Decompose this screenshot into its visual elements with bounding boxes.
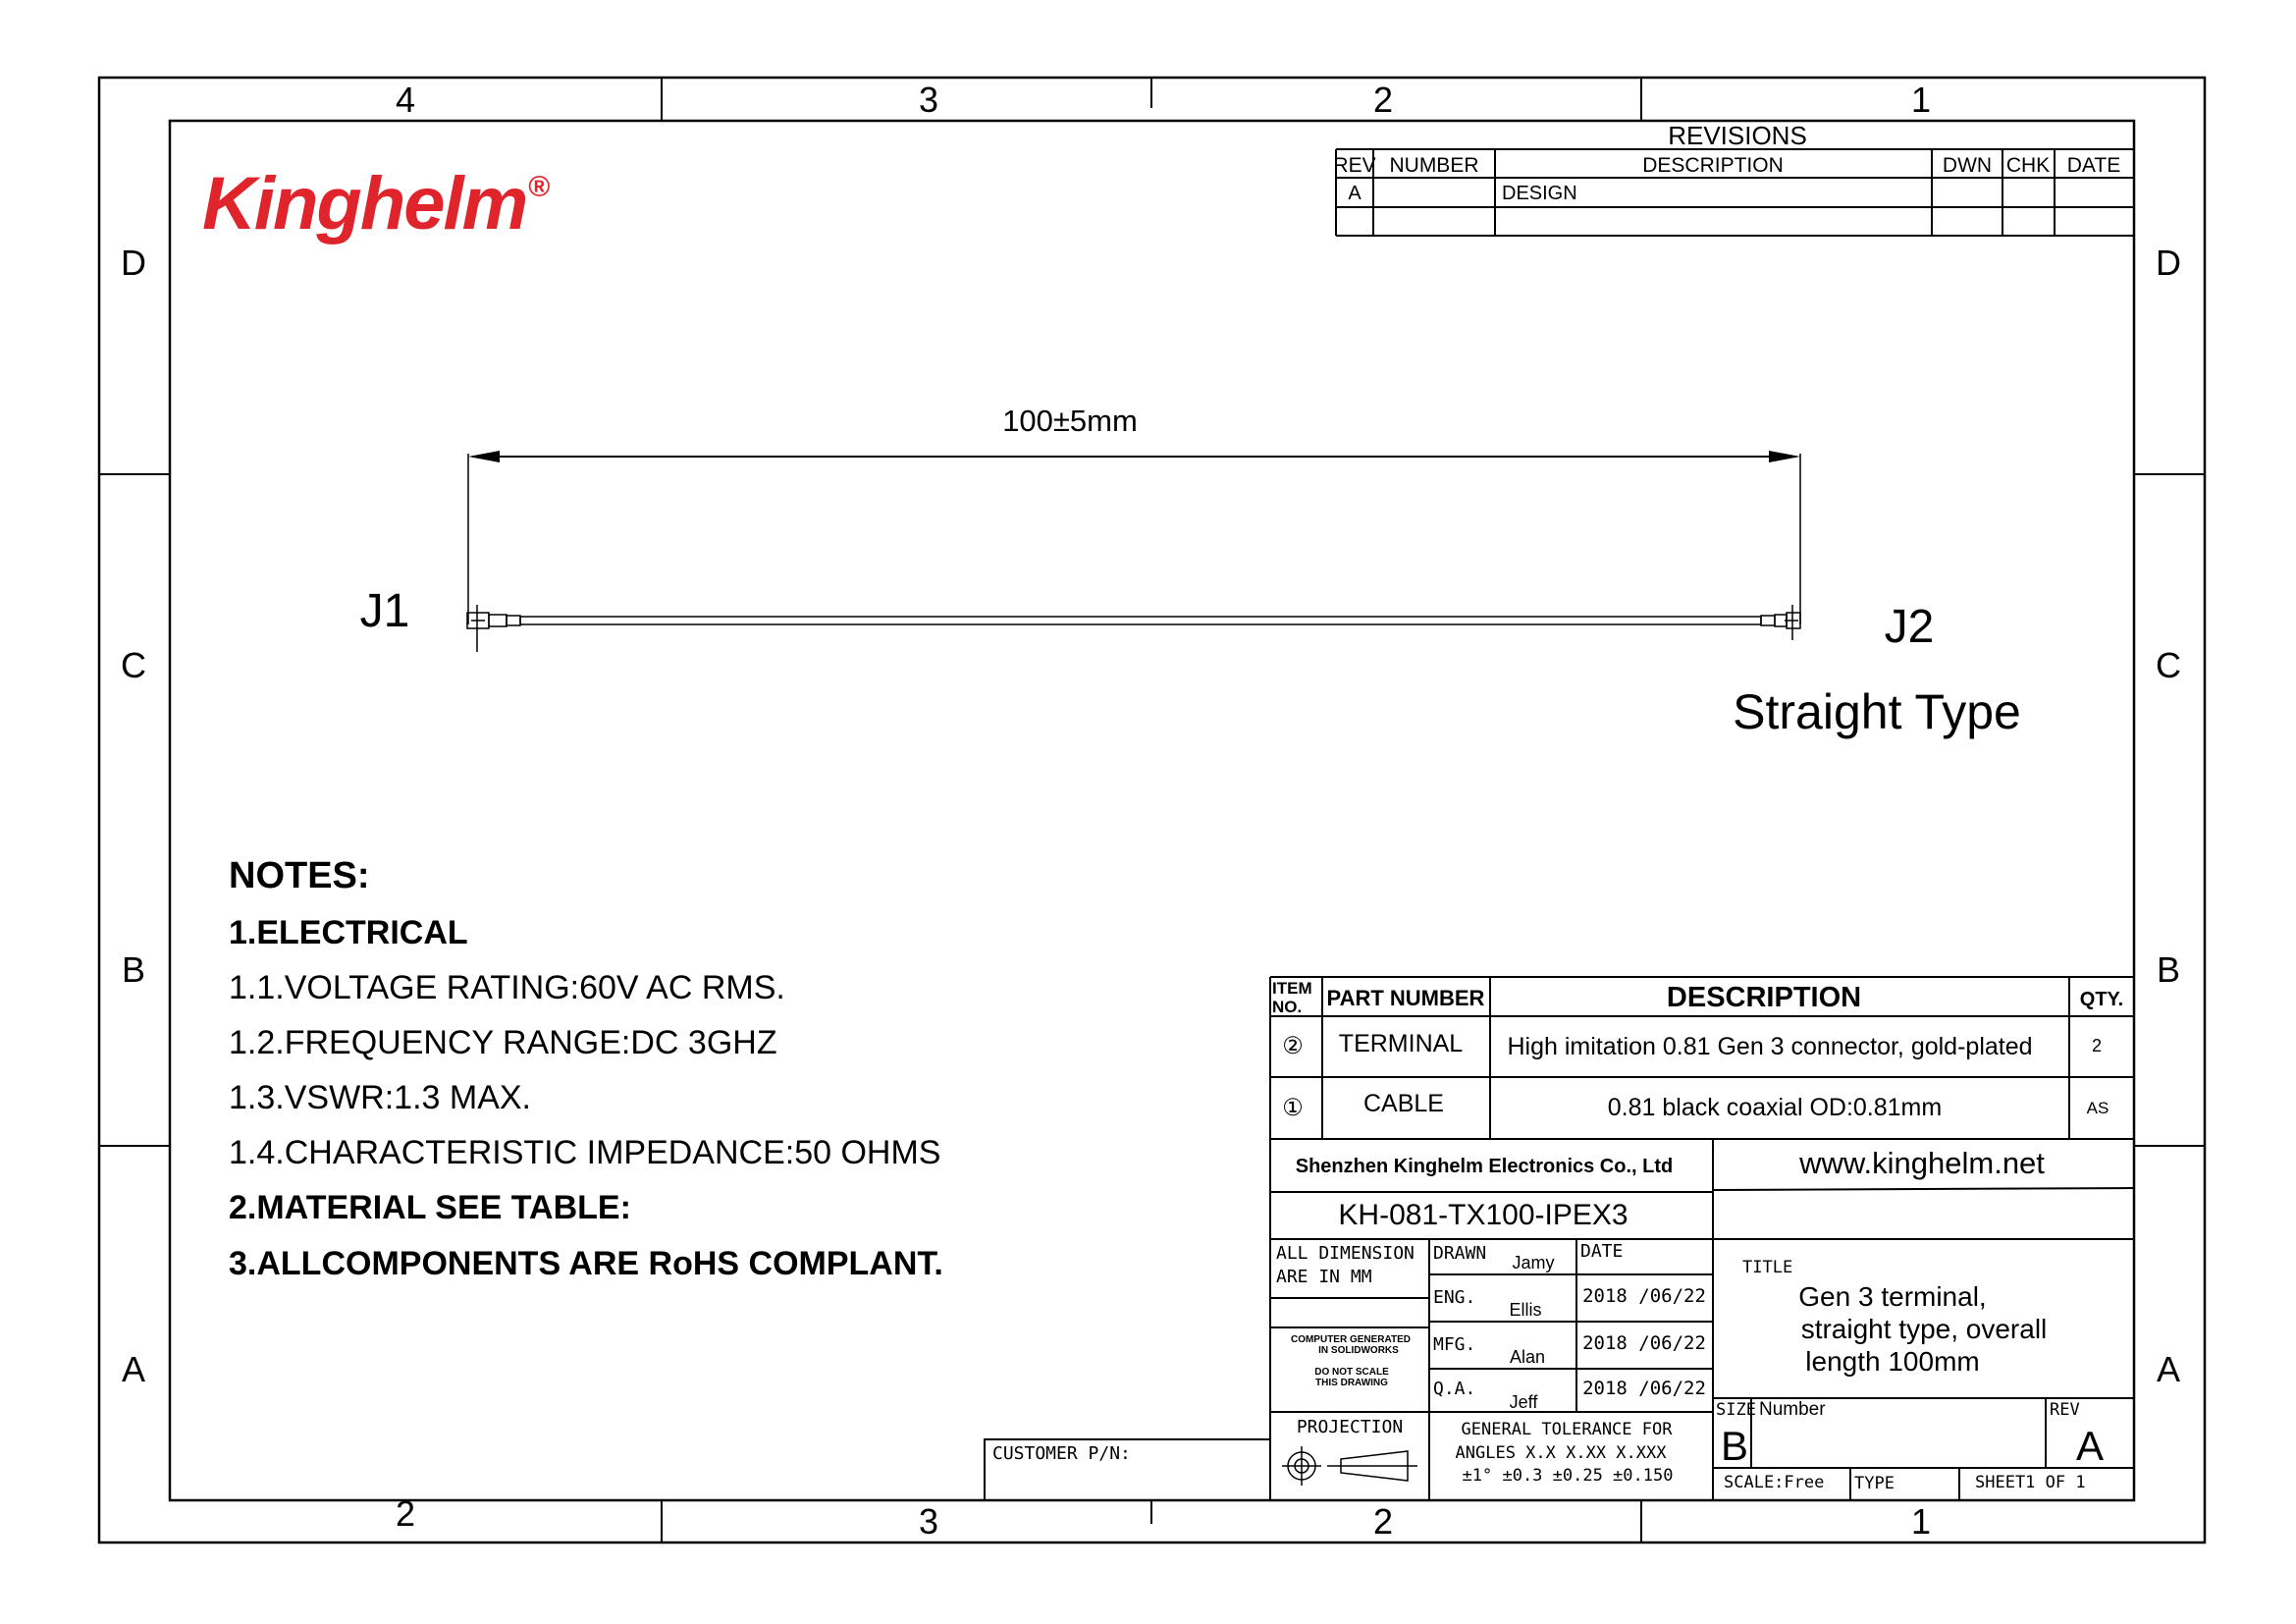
number-label: Number [1759,1399,1826,1420]
bom-row2-part: CABLE [1363,1090,1444,1117]
rev-row-rev: A [1348,183,1362,204]
j2-label: J2 [1884,601,1935,653]
brand-name: Kinghelm [202,162,527,245]
size-value: B [1720,1423,1749,1469]
tolerance-line-2: ANGLES X.X X.XX X.XXX [1455,1443,1667,1463]
zone-row-c-left: C [121,645,146,685]
in-solidworks: IN SOLIDWORKS [1318,1345,1399,1356]
registered-mark: ® [528,171,549,203]
all-dimension: ALL DIMENSION [1276,1243,1415,1264]
computer-generated: COMPUTER GENERATED [1290,1334,1412,1345]
do-not-scale: DO NOT SCALE [1314,1367,1389,1378]
this-drawing: THIS DRAWING [1315,1378,1388,1388]
website: www.kinghelm.net [1799,1146,2045,1180]
rev-header-dwn: DWN [1942,154,1993,177]
note-line-2: 1.1.VOLTAGE RATING:60V AC RMS. [229,969,785,1006]
customer-pn-box [985,1439,1270,1500]
rev-header-date: DATE [2066,154,2121,177]
zone-bcol-2: 3 [918,1501,939,1542]
signoff-eng-role: ENG. [1433,1287,1476,1308]
zone-bcol-1: 2 [395,1493,416,1534]
revisions-table [1333,121,2134,236]
signoff-qa-date: 2018 /06/22 [1582,1378,1706,1399]
notes-heading: NOTES: [229,855,370,896]
size-label: SIZE [1716,1400,1756,1420]
zone-row-b-right: B [2156,949,2181,990]
bom-row2-item: ① [1282,1095,1304,1121]
customer-pn-label: CUSTOMER P/N: [992,1443,1131,1464]
connector-j1 [467,605,520,652]
rev-row-description: DESIGN [1502,183,1577,204]
bom-row2-desc: 0.81 black coaxial OD:0.81mm [1607,1094,1943,1121]
rev-header-description: DESCRIPTION [1642,154,1784,177]
cable-body [520,617,1761,624]
signoff-eng-name: Ellis [1509,1300,1542,1320]
signoff-eng-date: 2018 /06/22 [1582,1285,1706,1307]
note-line-7: 3.ALLCOMPONENTS ARE RoHS COMPLANT. [229,1245,943,1282]
sheet-label: SHEET1 OF 1 [1975,1473,2086,1492]
connector-j2 [1761,605,1800,640]
title-line-3: length 100mm [1805,1346,1980,1377]
note-line-3: 1.2.FREQUENCY RANGE:DC 3GHZ [229,1024,777,1061]
dimension-arrow-left [468,451,500,462]
signoff-mfg-date: 2018 /06/22 [1582,1332,1706,1354]
zone-bcol-4: 1 [1910,1501,1932,1542]
projection-label: PROJECTION [1296,1417,1404,1437]
j1-label: J1 [359,585,410,637]
rev-label: REV [2050,1400,2080,1420]
bom-row1-qty: 2 [2091,1036,2103,1056]
signoff-drawn-name: Jamy [1512,1253,1555,1272]
note-line-5: 1.4.CHARACTERISTIC IMPEDANCE:50 OHMS [229,1134,941,1171]
part-number: KH-081-TX100-IPEX3 [1338,1199,1629,1231]
bom-row1-desc: High imitation 0.81 Gen 3 connector, gold-plated [1507,1033,2033,1060]
rev-header-chk: CHK [2005,154,2051,177]
title-line-2: straight type, overall [1800,1314,2048,1344]
bom-row1-part: TERMINAL [1338,1030,1464,1057]
rev-header-number: NUMBER [1389,154,1479,177]
bom-header-qty: QTY. [2079,989,2124,1010]
tolerance-line-1: GENERAL TOLERANCE FOR [1461,1420,1673,1439]
bom-row1-item: ② [1282,1033,1304,1059]
cable-drawing [360,404,2021,739]
signoff-qa-role: Q.A. [1433,1379,1476,1399]
type-label: Straight Type [1733,684,2021,739]
zone-col-4: 4 [395,80,416,120]
date-header: DATE [1580,1241,1624,1262]
bom-row2-qty: AS [2086,1099,2109,1117]
dimension-label: 100±5mm [1002,404,1138,438]
signoff-mfg-role: MFG. [1433,1334,1476,1355]
scale-label: SCALE:Free [1724,1473,1825,1492]
zone-col-1: 1 [1910,80,1932,120]
signoff-qa-name: Jeff [1509,1392,1538,1412]
zone-row-b-left: B [121,949,146,990]
signoff-drawn-role: DRAWN [1433,1243,1487,1264]
bom-header-part: PART NUMBER [1326,986,1485,1010]
zone-col-3: 3 [918,80,939,120]
title-line-1: Gen 3 terminal, [1798,1281,1987,1312]
note-line-1: 1.ELECTRICAL [229,914,468,951]
title-block [1270,1139,2134,1500]
company-name: Shenzhen Kinghelm Electronics Co., Ltd [1295,1156,1674,1177]
revisions-title: REVISIONS [1668,121,1807,150]
zone-row-a-left: A [121,1349,146,1389]
rev-value: A [2075,1423,2105,1469]
projection-symbol-icon [1282,1446,1417,1486]
dimension-arrow-right [1769,451,1800,462]
zone-row-d-right: D [2156,243,2181,283]
are-in-mm: ARE IN MM [1276,1267,1372,1287]
zone-row-c-right: C [2156,645,2181,685]
brand-logo [202,162,549,245]
zone-row-a-right: A [2156,1349,2181,1389]
note-line-6: 2.MATERIAL SEE TABLE: [229,1189,631,1226]
signoff-mfg-name: Alan [1509,1347,1546,1367]
tolerance-line-3: ±1° ±0.3 ±0.25 ±0.150 [1462,1466,1674,1486]
type-label-tb: TYPE [1854,1474,1895,1493]
zone-row-d-left: D [121,243,146,283]
bom-header-desc: DESCRIPTION [1666,982,1862,1013]
note-line-4: 1.3.VSWR:1.3 MAX. [229,1079,531,1116]
rev-header-rev: REV [1333,154,1376,177]
zone-col-2: 2 [1372,80,1394,120]
zone-bcol-3: 2 [1372,1501,1394,1542]
title-label: TITLE [1742,1258,1793,1277]
bom-header-item: ITEM NO. [1272,979,1312,1016]
